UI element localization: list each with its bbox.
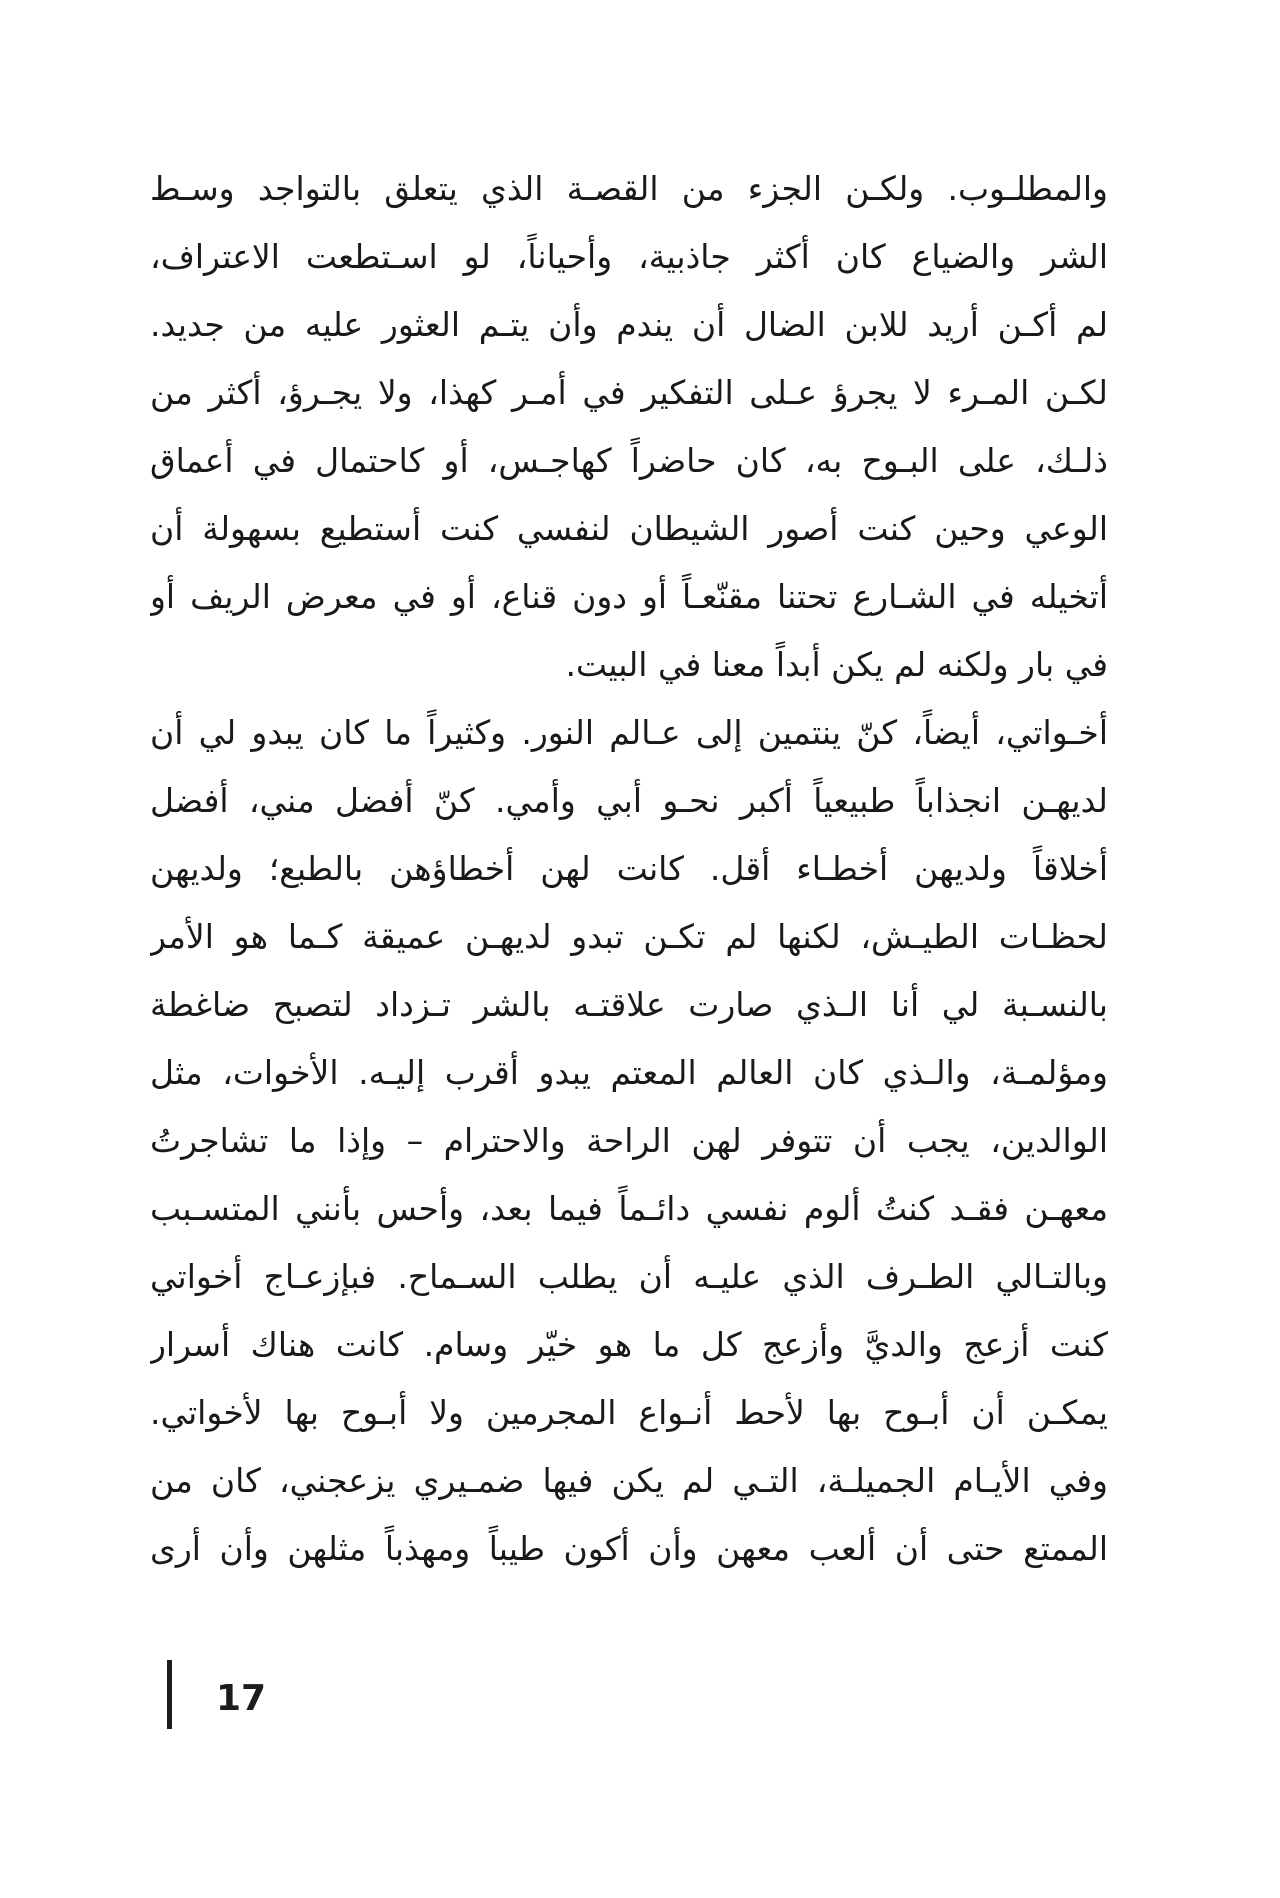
body-text	[150, 155, 1108, 1583]
text-line: ذلـك، على البـوح به، كان حاضراً كهاجـس، أو كاحتمال في أعماق	[150, 441, 1108, 480]
text-line: ومؤلمـة، والـذي كان العالم المعتم يبدو أقرب إليـه. الأخوات، مثل	[150, 1053, 1108, 1092]
footer-rule	[167, 1660, 172, 1729]
text-line: الشر والضياع كان أكثر جاذبية، وأحياناً، لو اسـتطعت الاعتراف،	[150, 237, 1108, 276]
page-number: 17	[216, 1678, 267, 1719]
text-line: يمكـن أن أبـوح بها لأحط أنـواع المجرمين ولا أبـوح بها لأخواتي.	[150, 1393, 1108, 1432]
text-line: الوعي وحين كنت أصور الشيطان لنفسي كنت أستطيع بسهولة أن	[150, 509, 1108, 548]
text-line: لم أكـن أريد للابن الضال أن يندم وأن يتـم العثور عليه من جديد.	[150, 305, 1108, 344]
text-line: كنت أزعج والديَّ وأزعج كل ما هو خيّر وسام. كانت هناك أسرار	[150, 1325, 1108, 1364]
text-line: وفي الأيـام الجميلـة، التـي لم يكن فيها ضمـيري يزعجني، كان من	[150, 1461, 1108, 1500]
text-line: الممتع حتى أن ألعب معهن وأن أكون طيباً ومهذباً مثلهن وأن أرى	[150, 1529, 1108, 1568]
text-line: بالنسـبة لي أنا الـذي صارت علاقتـه بالشر تـزداد لتصبح ضاغطة	[150, 985, 1108, 1024]
text-line: لكـن المـرء لا يجرؤ عـلى التفكير في أمـر كهذا، ولا يجـرؤ، أكثر من	[150, 373, 1108, 412]
text-line: وبالتـالي الطـرف الذي عليـه أن يطلب السـماح. فبإزعـاج أخواتي	[150, 1257, 1108, 1296]
text-line: معهـن فقـد كنتُ ألوم نفسي دائـماً فيما بعد، وأحس بأنني المتسـبب	[150, 1189, 1108, 1228]
text-line: لديهـن انجذاباً طبيعياً أكبر نحـو أبي وأمي. كنّ أفضل مني، أفضل	[150, 781, 1108, 820]
text-line: الوالدين، يجب أن تتوفر لهن الراحة والاحترام – وإذا ما تشاجرتُ	[150, 1121, 1108, 1160]
text-line: أخلاقاً ولديهن أخطـاء أقل. كانت لهن أخطاؤهن بالطبع؛ ولديهن	[150, 849, 1108, 888]
text-line: في بار ولكنه لم يكن أبداً معنا في البيت.	[565, 645, 1108, 684]
text-line: والمطلـوب. ولكـن الجزء من القصـة الذي يتعلق بالتواجد وسـط	[150, 169, 1108, 208]
text-line: أخـواتي، أيضاً، كنّ ينتمين إلى عـالم النور. وكثيراً ما كان يبدو لي أن	[150, 713, 1108, 752]
text-line: أتخيله في الشـارع تحتنا مقنّعـاً أو دون قناع، أو في معرض الريف أو	[150, 577, 1108, 616]
text-line: لحظـات الطيـش، لكنها لم تكـن تبدو لديهـن عميقة كـما هو الأمر	[150, 917, 1108, 956]
